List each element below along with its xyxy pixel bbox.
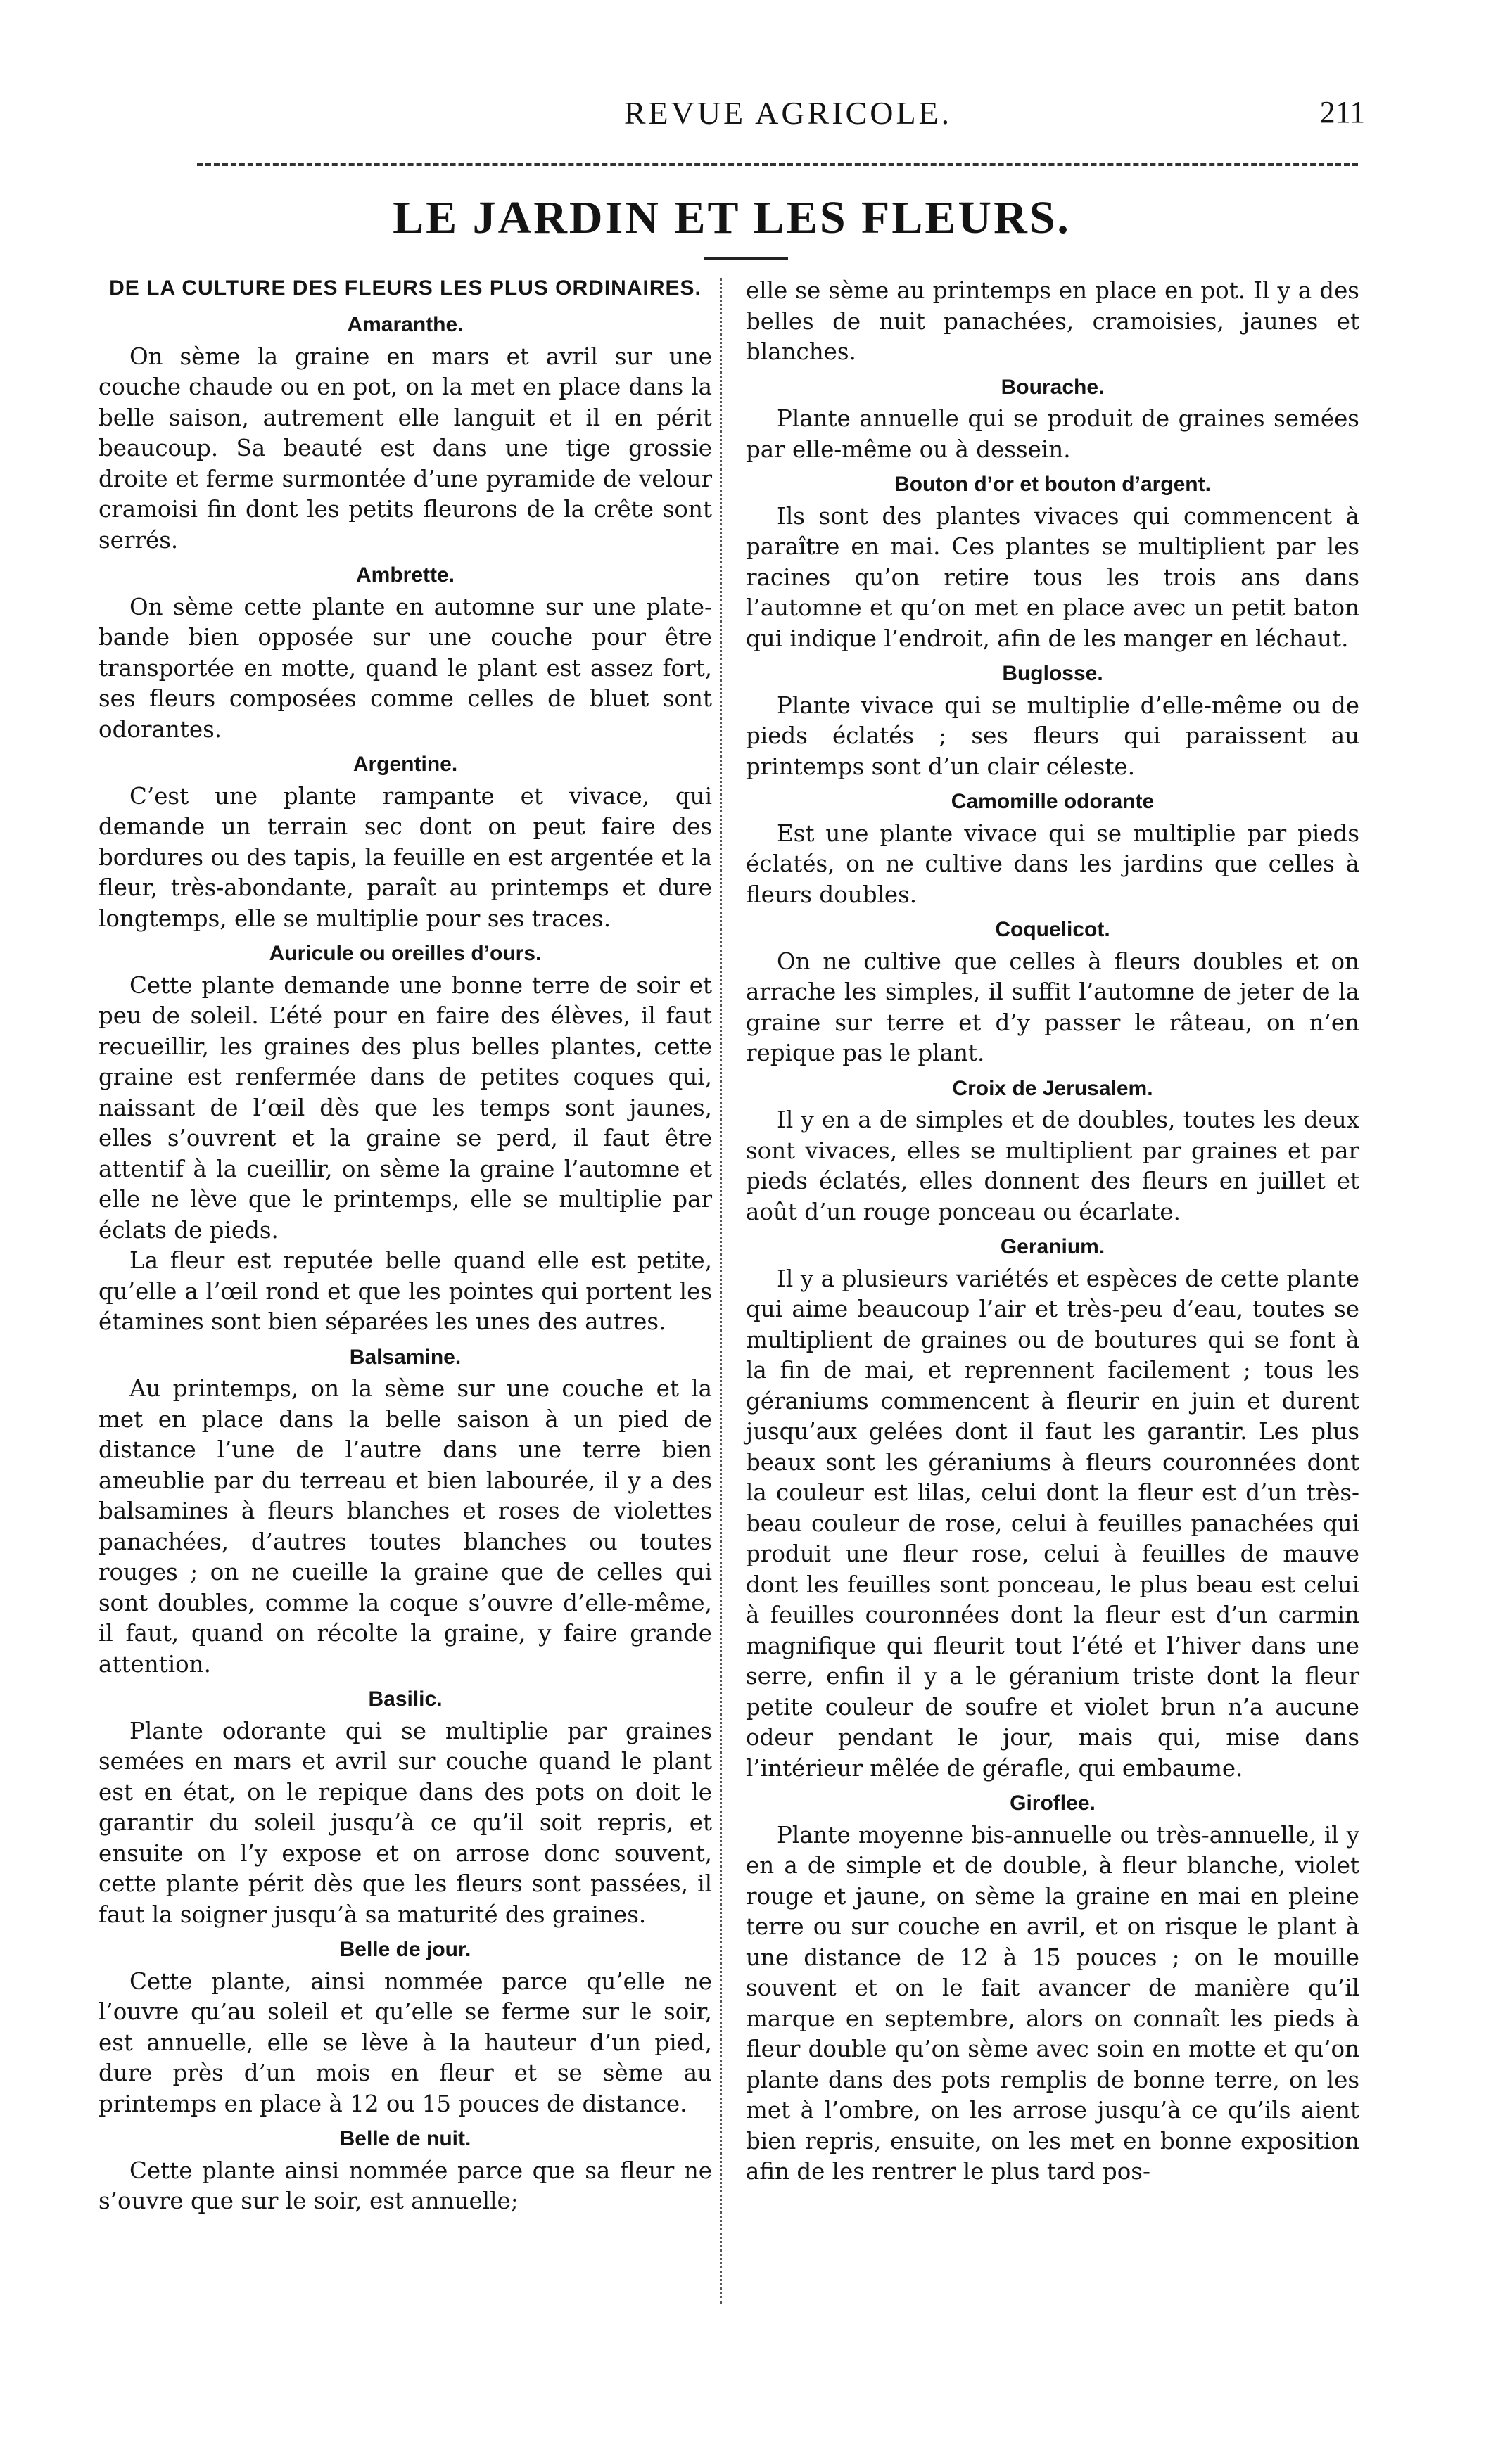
column-divider <box>720 278 722 2304</box>
journal-title: REVUE AGRICOLE. <box>623 95 953 131</box>
plant-heading: Croix de Jerusalem. <box>952 1076 1153 1100</box>
paragraph: Est une plante vivace qui se multiplie par pieds éclatés, on ne cultive dans les jardins que celles à fleurs doubles. <box>746 819 1359 908</box>
paragraph: Cette plante ainsi nommée parce que sa fleur ne s’ouvre que sur le soir, est annuelle; <box>99 2157 712 2214</box>
plant-heading: Balsamine. <box>349 1345 462 1369</box>
paragraph: C’est une plante rampante et vivace, qui demande un terrain sec dont on peut faire des bordures ou des tapis, la feuille en est argentée et la fleur, très-abondante, paraît au printemps et dure longtemps, elle se multiplie pour ses traces. <box>99 782 712 932</box>
paragraph: Plante odorante qui se multiplie par graines semées en mars et avril sur couche quand le plant est en état, on le repique dans des pots on doit le garantir du soleil jusqu’à ce qu’il soit repris, et ensuite on l’y expose et on arrose donc souvent, cette plante périt dès que les fleurs sont passées, il faut la soigner jusqu’à sa maturité des graines. <box>99 1717 712 1928</box>
paragraph: Au printemps, on la sème sur une couche et la met en place dans la belle saison à un pied de distance l’une de l’autre dans une terre bien ameublie par du terreau et bien labourée, il y a des balsamines à fleurs blanches et roses de violettes panachées, d’autres toutes blanches ou toutes rouges ; on ne cueille la graine que de celles qui sont doubles, comme la coque s’ouvre d’elle-même, il faut, quand on récolte la graine, y faire grande attention. <box>99 1375 712 1678</box>
running-head <box>99 94 1365 143</box>
plant-heading: Auricule ou oreilles d’ours. <box>269 942 542 965</box>
plant-heading: Argentine. <box>353 753 458 776</box>
plant-heading: Camomille odorante <box>951 790 1155 813</box>
plant-heading: Belle de jour. <box>339 1938 471 1961</box>
paragraph: Il y en a de simples et de doubles, toutes les deux sont vivaces, elles se multiplient par graines et par pieds éclatés, elles donnent des fleurs en juillet et août d’un rouge ponceau ou écarlate. <box>746 1106 1359 1225</box>
paragraph: On ne cultive que celles à fleurs doubles et on arrache les simples, il suffit l’automne de jeter de la graine sur terre et d’y passer le râteau, on n’en repique pas le plant. <box>746 947 1359 1066</box>
right-column <box>746 276 1359 2188</box>
paragraph: Il y a plusieurs variétés et espèces de cette plante qui aime beaucoup l’air et très-peu d’eau, toutes se multiplient de graines ou de boutures qui se font à la fin de mai, et reprennent facilement ; tous les géraniums commencent à fleurir en juin et durent jusqu’aux gelées dont il faut les garantir. Les plus beaux sont les géraniums à fleurs couronnées dont la couleur est lilas, celui dont la fleur est d’un très-beau couleur de rose, celui à feuilles panachées qui produit une fleur rose, celui à feuilles de mauve dont les feuilles sont ponceau, le plus beau est celui à feuilles couronnées dont la fleur est d’un carmin magnifique qui fleurit tout l’été et l’hiver dans une serre, enfin il y a le géranium triste dont la fleur petite couleur de soufre et violet brun n’a aucune odeur pendant le jour, mais qui, mise dans l’intérieur mêlée de gérafle, qui embaume. <box>746 1265 1359 1782</box>
paragraph: Plante annuelle qui se produit de graines semées par elle-même ou à dessein. <box>746 405 1359 463</box>
section-title: LE JARDIN ET LES FLEURS. <box>393 192 1071 243</box>
plant-heading: Amaranthe. <box>347 313 464 336</box>
paragraph: La fleur est reputée belle quand elle est petite, qu’elle a l’œil rond et que les pointes qui portent les étamines sont bien séparées les unes des autres. <box>99 1247 712 1335</box>
paragraph: Plante moyenne bis-annuelle ou très-annuelle, il y en a de simple et de double, à fleur blanche, violet rouge et jaune, on sème la graine en mai en pleine terre ou sur couche en avril, et on risque le plant à une distance de 12 à 15 pouces ; on le mouille souvent et on le fait avancer de manière qu’il marque en septembre, alors on connaît les pieds à fleur double qu’on sème avec soin en motte et qu’on plante dans des pots remplis de bonne terre, on les met à l’ombre, on les arrose jusqu’à ce qu’ils aient bien repris, ensuite, on les met en bonne exposition afin de les rentrer le plus tard pos- <box>746 1821 1359 2185</box>
paragraph: On sème la graine en mars et avril sur une couche chaude ou en pot, on la met en place dans la belle saison, autrement elle languit et il en périt beaucoup. Sa beauté est dans une tige grossie droite et ferme surmontée d’une pyramide de velour cramoisi fin dont les petits fleurons de la crête sont serrés. <box>99 343 712 554</box>
plant-heading: Bouton d’or et bouton d’argent. <box>894 473 1211 496</box>
plant-heading: Basilic. <box>368 1687 443 1711</box>
header-rule <box>197 163 1358 166</box>
page-number: 211 <box>1319 95 1365 129</box>
plant-heading: Ambrette. <box>355 563 455 587</box>
plant-heading: Coquelicot. <box>995 918 1110 941</box>
plant-heading: Geranium. <box>1000 1235 1105 1258</box>
paragraph: Plante vivace qui se multiplie d’elle-même ou de pieds éclatés ; ses fleurs qui paraissent au printemps sont d’un clair céleste. <box>746 691 1359 780</box>
plant-heading: Buglosse. <box>1002 662 1103 685</box>
paragraph: Ils sont des plantes vivaces qui commencent à paraître en mai. Ces plantes se multiplient par les racines qu’on retire tous les trois ans dans l’automne et qu’on met en place avec un petit baton qui indique l’endroit, afin de les manger en léchaut. <box>746 502 1359 652</box>
plant-heading: Belle de nuit. <box>339 2127 471 2150</box>
plant-heading: Bourache. <box>1001 375 1105 399</box>
paragraph: On sème cette plante en automne sur une plate-bande bien opposée sur une couche pour être transportée en motte, quand le plant est assez fort, ses fleurs composées comme celles de bluet sont odorantes. <box>99 593 712 743</box>
article-heading: DE LA CULTURE DES FLEURS LES PLUS ORDINAIRES. <box>109 276 702 300</box>
paragraph: Cette plante demande une bonne terre de soir et peu de soleil. L’été pour en faire des élèves, il faut recueillir, les graines des plus belles plantes, cette graine est renfermée dans de petites coques qui, naissant de l’œil dès que les temps sont jaunes, elles s’ouvrent et la graine se perd, il faut être attentif à la cueillir, on sème la graine l’automne et elle ne lève que le printemps, elle se multiplie par éclats de pieds. <box>99 971 712 1244</box>
paragraph: Cette plante, ainsi nommée parce qu’elle ne l’ouvre qu’au soleil et qu’elle se ferme sur le soir, est annuelle, elle se lève à la hauteur d’un pied, dure près d’un mois en fleur et se sème au printemps en place à 12 ou 15 pouces de distance. <box>99 1967 712 2117</box>
continued-paragraph: elle se sème au printemps en place en pot. Il y a des belles de nuit panachées, cramoisies, jaunes et blanches. <box>746 277 1359 365</box>
left-column <box>99 276 712 2217</box>
plant-heading: Giroflee. <box>1010 1792 1096 1815</box>
title-rule <box>704 257 788 260</box>
